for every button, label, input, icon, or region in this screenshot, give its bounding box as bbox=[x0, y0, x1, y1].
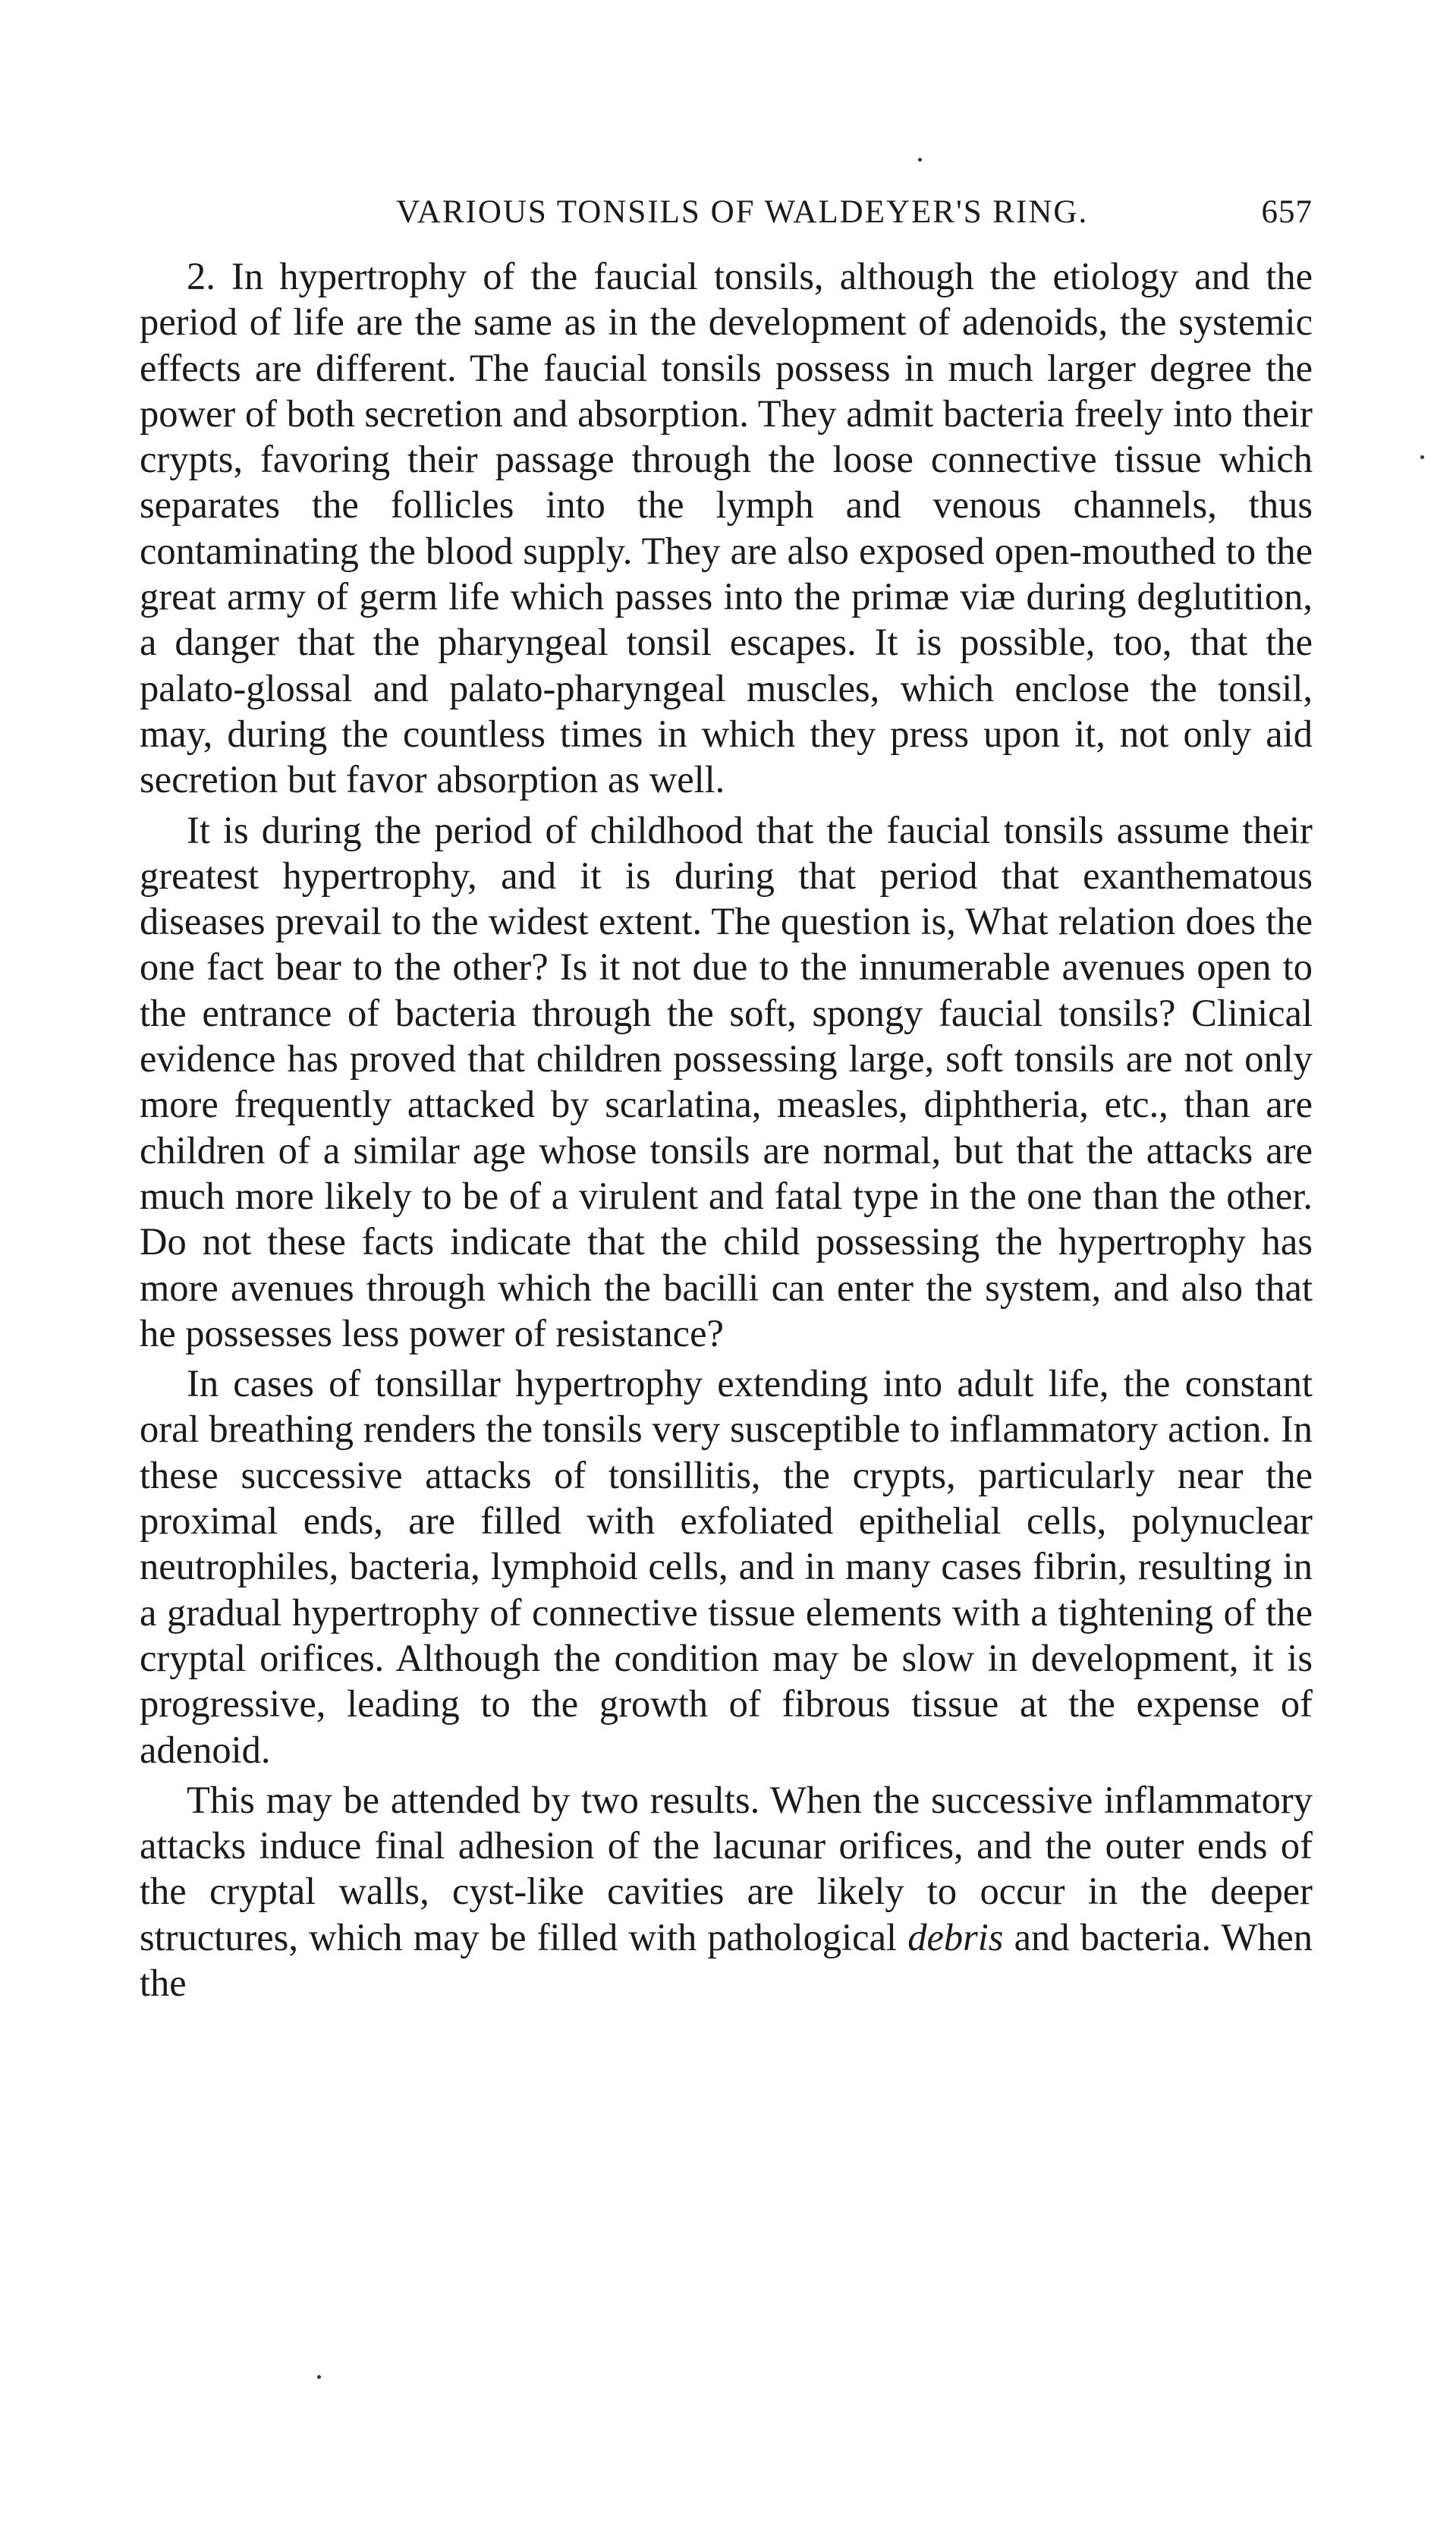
italic-term: debris bbox=[907, 1915, 1004, 1959]
body-text bbox=[140, 253, 1313, 2006]
paragraph-two-results bbox=[140, 1777, 1313, 2006]
paragraph-childhood-hypertrophy: It is during the period of childhood that the faucial tonsils assume their greatest hypertrophy, and it is during that period that exanthematous diseases prevail to the widest extent. The question is, What relation does the one fact bear to the other? Is it not due to the innumerable avenues open to the entrance of bacteria through the soft, spongy faucial tonsils? Clinical evidence has proved that children possessing large, soft tonsils are not only more frequently attacked by scarlatina, measles, diphtheria, etc., than are children of a similar age whose tonsils are normal, but that the attacks are much more likely to be of a virulent and fatal type in the one than the other. Do not these facts indicate that the child possessing the hypertrophy has more avenues through which the bacilli can enter the system, and also that he possesses less power of resistance? bbox=[140, 808, 1313, 1354]
print-speck-top bbox=[918, 158, 922, 162]
print-speck-bottom bbox=[317, 2375, 321, 2379]
paragraph-text-start: This may be attended by two results. When the successive inflammatory attacks induce final adhesion of the lacunar orifices, and the outer ends of the cryptal walls, cyst-like cavities are likely to occur in the deeper structures, which may be filled with pathological bbox=[140, 1778, 1313, 1959]
running-head bbox=[140, 190, 1313, 235]
paragraph-adult-tonsillitis: In cases of tonsillar hypertrophy extending into adult life, the constant oral breathing renders the tonsils very susceptible to inflammatory action. In these successive attacks of tonsillitis, the crypts, particularly near the proximal ends, are filled with exfoliated epithelial cells, polynuclear neutrophiles, bacteria, lymphoid cells, and in many cases fibrin, resulting in a gradual hypertrophy of connective tissue elements with a tightening of the cryptal orifices. Although the condition may be slow in development, it is progressive, leading to the growth of fibrous tissue at the expense of adenoid. bbox=[140, 1362, 1313, 1771]
print-speck-margin bbox=[1420, 455, 1424, 459]
running-title: VARIOUS TONSILS OF WALDEYER'S RING. bbox=[396, 194, 1089, 230]
book-page bbox=[140, 190, 1313, 2006]
paragraph-text-end: and bacteria. When the bbox=[140, 1915, 1313, 2004]
paragraph-faucial-hypertrophy: 2. In hypertrophy of the faucial tonsils, although the etiology and the period of life are the same as in the development of adenoids, the systemic effects are different. The faucial tonsils possess in much larger degree the power of both secretion and absorption. They admit bacteria freely into their crypts, favoring their passage through the loose connective tissue which separates the follicles into the lymph and venous channels, thus contaminating the blood supply. They are also exposed open-mouthed to the great army of germ life which passes into the primæ viæ during deglutition, a danger that the pharyngeal tonsil escapes. It is possible, too, that the palato-glossal and palato-pharyngeal muscles, which enclose the tonsil, may, during the countless times in which they press upon it, not only aid secretion but favor absorption as well. bbox=[140, 255, 1313, 801]
page-number: 657 bbox=[1261, 194, 1313, 230]
